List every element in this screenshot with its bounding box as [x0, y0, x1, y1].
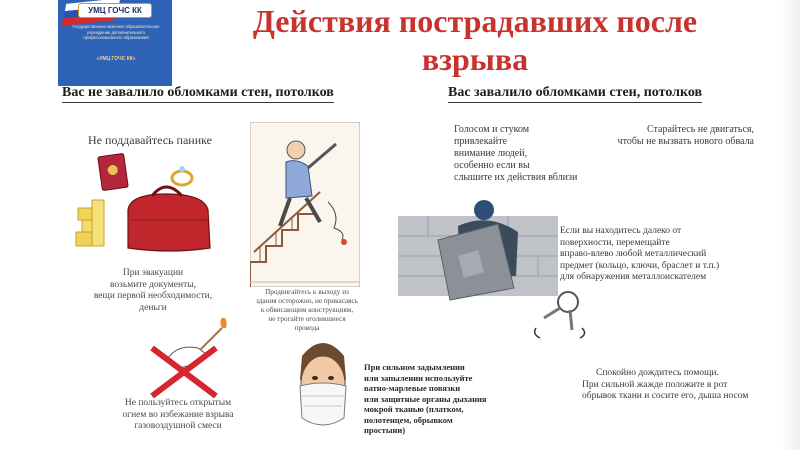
- stairs-exit-illustration: [250, 122, 360, 287]
- right-edge-shadow: [782, 0, 800, 450]
- money-icon: [76, 200, 104, 246]
- voice-caption: Голосом и стуком привлекайте внимание людей, особенно если вы слышите их действия вблизи: [454, 124, 578, 183]
- fire-caption: Не пользуйтесь открытым огнем во избежание взрыва газовоздушной смеси: [122, 398, 234, 431]
- left-column-heading: Вас не завалило обломками стен, потолков: [62, 85, 334, 103]
- passport-icon: [98, 153, 128, 190]
- no-fire-illustration: [138, 318, 238, 398]
- calm-caption: Спокойно дождитесь помощи. При сильной жажде положите в рот обрывок ткани и сосите его, дыша носом: [582, 368, 749, 401]
- logo-text: Государственное казенное образовательное учреждение дополнительного профессионального образования: [72, 24, 160, 41]
- face-mask-icon: [300, 343, 346, 425]
- title-line-1: Действия пострадавших после: [252, 3, 698, 39]
- logo-banner: УМЦ ГОЧС КК: [78, 3, 152, 18]
- evacuation-caption: При эвакуации возьмите документы, вещи первой необходимости, деньги: [93, 268, 213, 313]
- mask-person-illustration: [288, 336, 358, 436]
- ring-icon: [172, 166, 192, 185]
- page-title: [195, 2, 755, 78]
- right-column-heading: Вас завалило обломками стен, потолков: [448, 85, 702, 103]
- title-line-2: взрыва: [421, 41, 529, 77]
- still-caption: Старайтесь не двигаться, чтобы не вызвать нового обвала: [617, 124, 754, 147]
- bag-icon: [128, 187, 210, 251]
- keys-illustration: [530, 288, 594, 342]
- logo-foot: «УМЦ ГОЧС КК»: [96, 56, 136, 62]
- organization-logo: [58, 0, 172, 86]
- smoke-caption: При сильном задымлении или запылении используйте ватно-марлевые повязки или защитные органы дыхания мокрой тканью (платком, полотенцем, обрывком простыни): [364, 362, 487, 435]
- keys-icon: [535, 292, 585, 338]
- exit-caption: Продвигайтесь к выходу из здания осторожно, не прикасаясь к обвисающим конструкциям, не трогайте оголившиеся провода: [256, 288, 358, 332]
- far-surface-caption: Если вы находитесь далеко от поверхности, перемещайте вправо-влево любой металлический предмет (кольцо, ключи, браслет и т.п.) для обнаружения металлоискателем: [560, 226, 720, 282]
- evacuation-items-illustration: [70, 150, 240, 265]
- panic-caption: Не поддавайтесь панике: [88, 133, 212, 147]
